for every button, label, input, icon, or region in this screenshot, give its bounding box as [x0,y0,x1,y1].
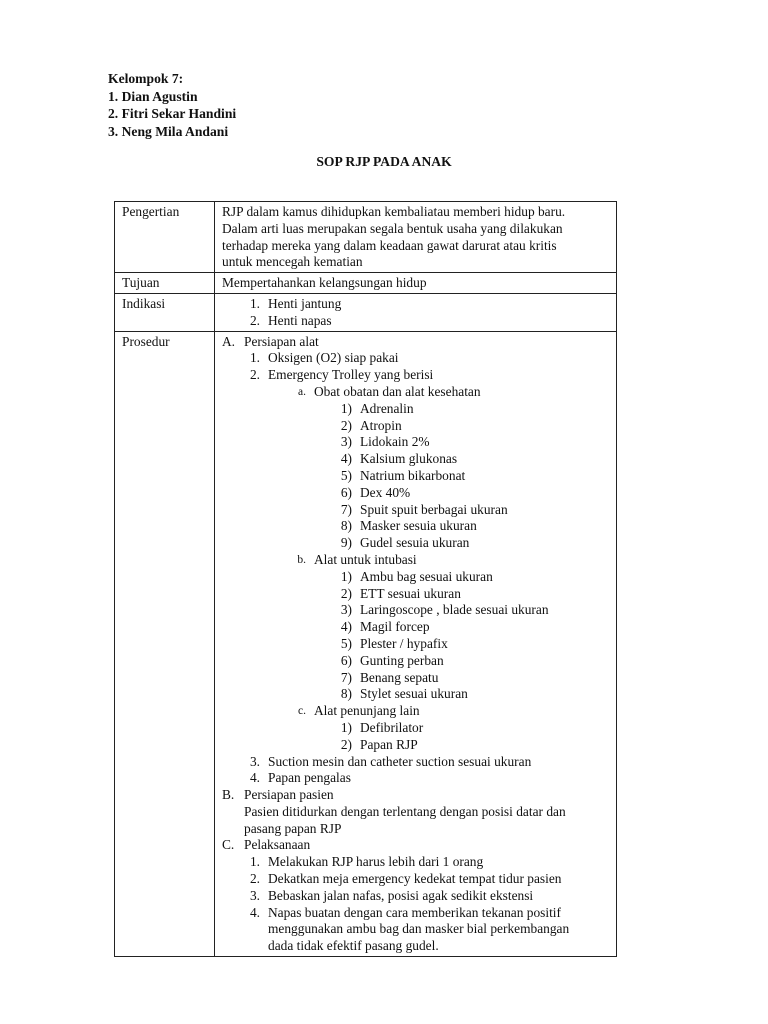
item-text: Suction mesin dan catheter suction sesuai ukuran [268,753,532,769]
row-tujuan [115,273,617,294]
section-text: Pelaksanaan [244,837,311,853]
item-number: 4. [249,770,260,786]
item-text: Plester / hypafix [360,635,448,651]
section-letter: A. [222,333,236,349]
item-text: Alat penunjang lain [314,703,420,719]
item-letter: a. [298,385,306,398]
list-item [222,737,610,754]
list-item-continuation [222,921,610,938]
item-number: 3) [340,434,352,450]
row-content [215,202,617,273]
sop-table [114,201,617,957]
item-number: 3) [340,602,352,618]
item-number: 1) [340,400,352,416]
item-text: Stylet sesuai ukuran [360,686,468,702]
item-number: 4) [340,451,352,467]
item-text: Magil forcep [360,619,430,635]
item-text: Bebaskan jalan nafas, posisi agak sedikit ekstensi [268,887,534,903]
item-number: 7) [340,501,352,517]
item-number: 8) [340,686,352,702]
item-text: Natrium bikarbonat [360,467,466,483]
item-text: Papan pengalas [268,770,351,786]
section-heading [222,787,610,804]
section-heading [222,334,610,351]
item-letter: c. [298,705,306,718]
text-line: RJP dalam kamus dihidupkan kembaliatau memberi hidup baru. [222,204,566,219]
group-member: 3. Neng Mila Andani [108,123,229,139]
item-number: 6) [340,484,352,500]
item-text: Dekatkan meja emergency kedekat tempat tidur pasien [268,871,562,887]
list-item [222,888,610,905]
list-item [222,854,610,871]
row-prosedur [115,331,617,956]
section-heading [222,837,610,854]
pelaksanaan-list [222,854,610,955]
item-number: 6) [340,652,352,668]
item-text: Laringoscope , blade sesuai ukuran [360,602,549,618]
item-text: Lidokain 2% [360,434,430,450]
item-number: 8) [340,518,352,534]
row-content [215,273,617,294]
item-text: Masker sesuia ukuran [360,518,477,534]
section-letter: C. [222,837,235,853]
item-text: Gunting perban [360,652,444,668]
text-line: Mempertahankan kelangsungan hidup [222,275,427,291]
item-text: Obat obatan dan alat kesehatan [314,383,481,399]
list-item [222,451,610,468]
list-item [222,418,610,435]
list-item [222,350,610,367]
item-number: 9) [340,535,352,551]
paragraph-line: pasang papan RJP [244,820,342,836]
item-number: 3. [249,887,260,903]
list-item [222,670,610,687]
list-item [222,518,610,535]
group-member: 1. Dian Agustin [108,88,198,104]
list-item [222,636,610,653]
text-line: terhadap mereka yang dalam keadaan gawat darurat atau kritis [222,237,557,253]
item-number: 2. [249,312,260,328]
item-text: ETT sesuai ukuran [360,585,461,601]
row-content [215,331,617,956]
item-number: 4) [340,619,352,635]
list-item [222,502,610,519]
list-item [222,871,610,888]
list-item [222,434,610,451]
text-line: Dalam arti luas merupakan segala bentuk usaha yang dilakukan [222,220,563,236]
row-content [215,293,617,331]
item-number: 5) [340,635,352,651]
list-item [222,367,610,384]
group-member: 2. Fitri Sekar Handini [108,106,237,121]
item-text: menggunakan ambu bag dan masker bial perkembangan [268,921,570,937]
item-number: 2) [340,417,352,433]
list-item [222,401,610,418]
list-item [222,905,610,922]
item-letter: b. [297,553,306,566]
item-text: Ambu bag sesuai ukuran [360,568,493,584]
list-item [222,586,610,603]
list-item [222,754,610,771]
list-item [222,468,610,485]
item-number: 1. [249,854,260,870]
item-number: 5) [340,467,352,483]
item-text: Melakukan RJP harus lebih dari 1 orang [268,854,484,870]
list-item [222,296,610,313]
item-number: 1. [249,295,260,311]
item-text: Adrenalin [360,400,414,416]
item-number: 2. [249,871,260,887]
list-item [222,602,610,619]
item-text: Kalsium glukonas [360,451,458,467]
item-text: Henti jantung [268,295,342,311]
row-label: Pengertian [115,202,215,273]
list-item [222,770,610,787]
item-text: Papan RJP [360,736,418,752]
list-item [222,653,610,670]
list-item [222,686,610,703]
item-number: 7) [340,669,352,685]
item-text: Oksigen (O2) siap pakai [268,350,399,366]
sub-list-item [222,384,610,401]
text-line [222,804,610,821]
row-pengertian [115,202,617,273]
section-text: Persiapan pasien [244,787,334,803]
list-item [222,313,610,330]
group-info [108,70,236,140]
item-number: 3. [249,753,260,769]
item-text: Atropin [360,417,402,433]
list-item [222,535,610,552]
obat-list [222,401,610,552]
section-letter: B. [222,787,235,803]
list-item [222,720,610,737]
group-title: Kelompok 7: [108,71,184,86]
row-indikasi [115,293,617,331]
item-number: 1) [340,568,352,584]
item-number: 4. [249,904,260,920]
text-line: untuk mencegah kematian [222,254,363,270]
list-item [222,619,610,636]
item-number: 2. [249,367,260,383]
list-item [222,485,610,502]
item-text: Defibrilator [360,719,424,735]
section-text: Persiapan alat [244,333,319,349]
item-number: 1. [249,350,260,366]
sub-list-item [222,703,610,720]
document-title: SOP RJP PADA ANAK [316,154,452,169]
list-item [222,569,610,586]
item-text: Henti napas [268,312,332,328]
item-number: 2) [340,736,352,752]
row-label: Indikasi [115,293,215,331]
text-line [222,821,610,838]
row-label: Tujuan [115,273,215,294]
item-number: 2) [340,585,352,601]
item-text: Benang sepatu [360,669,439,685]
list-item-continuation [222,938,610,955]
item-number: 1) [340,719,352,735]
item-text: Alat untuk intubasi [314,551,417,567]
row-label: Prosedur [115,331,215,956]
item-text: Spuit spuit berbagai ukuran [360,501,508,517]
paragraph-line: Pasien ditidurkan dengan terlentang dengan posisi datar dan [244,803,566,819]
item-text: Emergency Trolley yang berisi [268,367,434,383]
intubasi-list [222,569,610,703]
item-text: Napas buatan dengan cara memberikan tekanan positif [268,904,561,920]
item-text: dada tidak efektif pasang gudel. [268,938,439,954]
penunjang-list [222,720,610,754]
item-text: Gudel sesuia ukuran [360,535,470,551]
item-text: Dex 40% [360,484,411,500]
sub-list-item [222,552,610,569]
